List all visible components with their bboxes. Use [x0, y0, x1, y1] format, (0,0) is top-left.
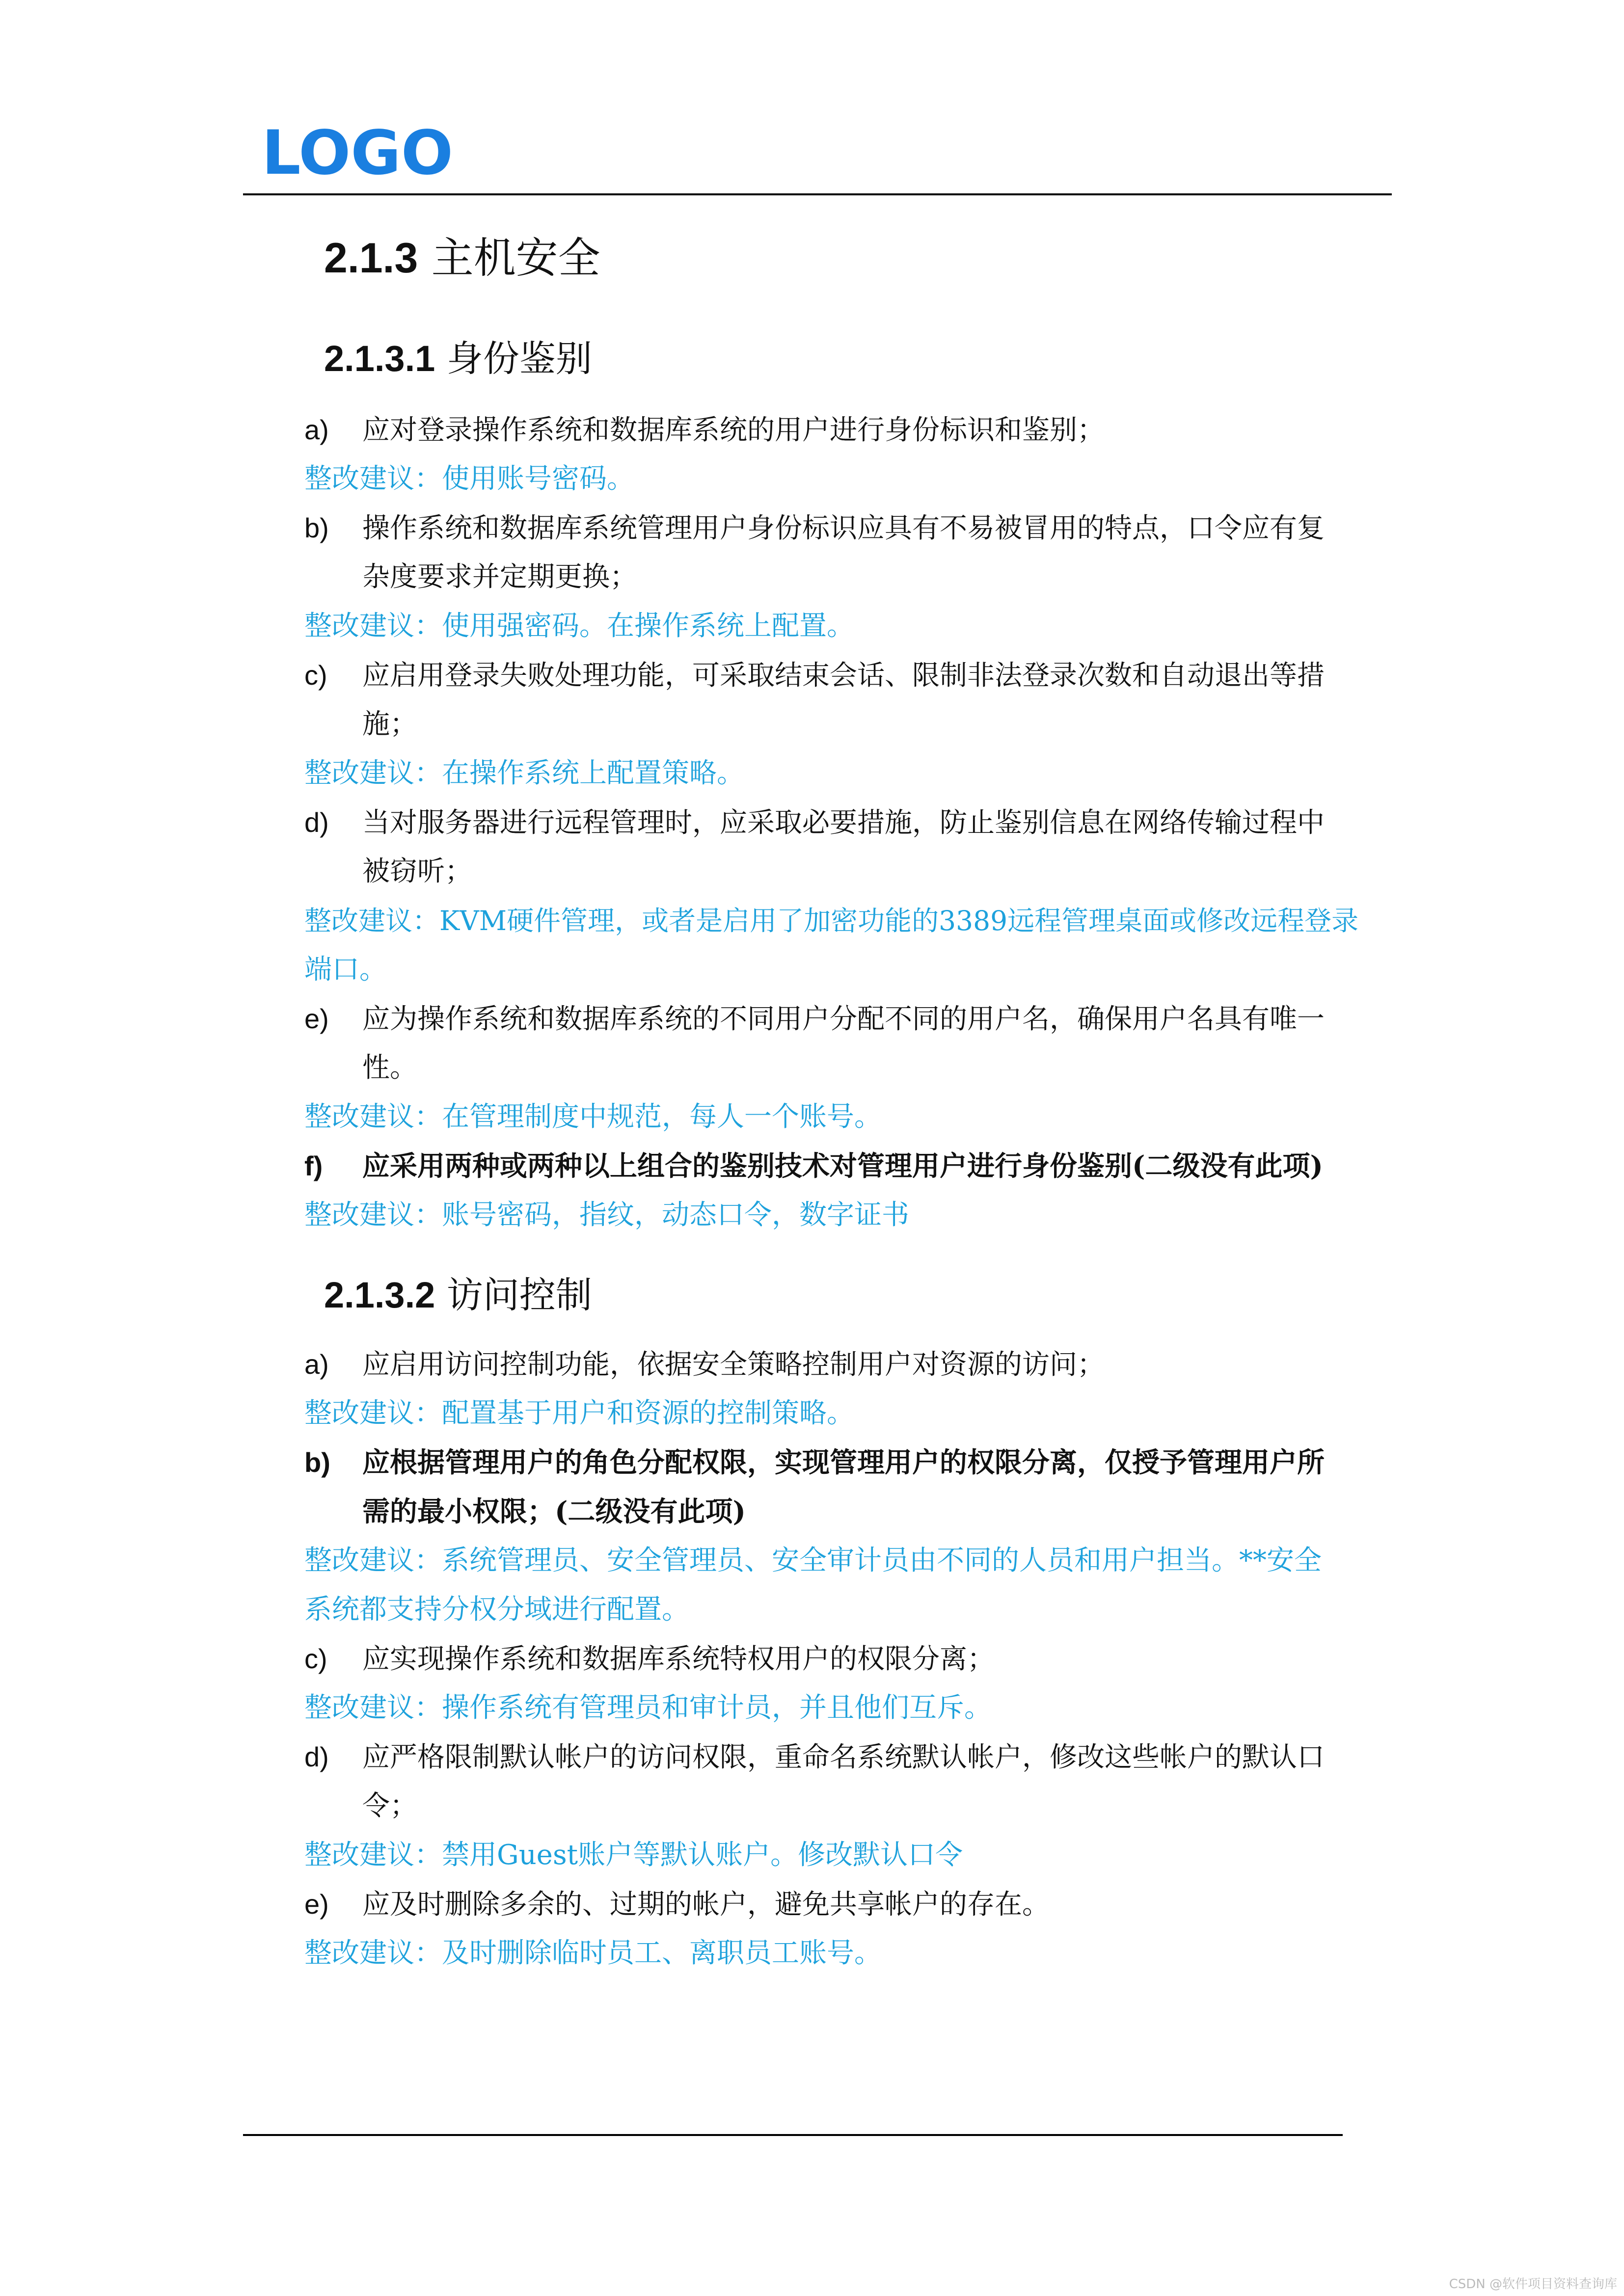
- header-rule: [243, 193, 1392, 195]
- note-a: 整改建议：配置基于用户和资源的控制策略。: [304, 1397, 854, 1429]
- item-label: b): [304, 512, 329, 543]
- footer-rule: [243, 2134, 1343, 2136]
- note-c: 整改建议：在操作系统上配置策略。: [304, 757, 744, 789]
- note-c: 整改建议：操作系统有管理员和审计员，并且他们互斥。: [304, 1692, 992, 1724]
- requirement-d-cont: 被窃听；: [362, 855, 472, 887]
- note-e: 整改建议：及时删除临时员工、离职员工账号。: [304, 1937, 882, 1969]
- section-title: 身份鉴别: [446, 338, 592, 380]
- requirement-c: [304, 1634, 995, 1684]
- requirement-b: [304, 504, 1325, 553]
- note-b: 整改建议：使用强密码。在操作系统上配置。: [304, 610, 854, 642]
- heading-2-1-3: [324, 229, 600, 288]
- item-label: a): [304, 414, 329, 445]
- requirement-e-cont: 性。: [362, 1052, 417, 1084]
- note-d-cont: 端口。: [304, 954, 387, 986]
- section-heading-identity: [324, 332, 592, 386]
- note-d: 整改建议：禁用Guest账户等默认账户。修改默认口令: [304, 1839, 963, 1871]
- note-a: 整改建议：使用账号密码。: [304, 463, 634, 495]
- requirement-c: [304, 651, 1325, 700]
- item-label: a): [304, 1349, 329, 1380]
- item-label: b): [304, 1447, 330, 1478]
- requirement-f: [304, 1142, 1323, 1191]
- item-text: 应采用两种或两种以上组合的鉴别技术对管理用户进行身份鉴别(二级没有此项): [362, 1150, 1323, 1182]
- requirement-b: [304, 1438, 1325, 1487]
- requirement-a: [304, 1340, 1105, 1389]
- section-title: 访问控制: [446, 1274, 592, 1316]
- item-label: d): [304, 807, 329, 838]
- requirement-a: [304, 405, 1105, 455]
- logo-text: LOGO: [262, 123, 453, 182]
- note-b-cont: 系统都支持分权分域进行配置。: [304, 1594, 689, 1626]
- requirement-c-cont: 施；: [362, 708, 417, 740]
- item-text: 应根据管理用户的角色分配权限，实现管理用户的权限分离，仅授予管理用户所: [362, 1446, 1325, 1479]
- section-heading-access: [324, 1268, 592, 1322]
- item-label: d): [304, 1741, 329, 1772]
- item-text: 应严格限制默认帐户的访问权限，重命名系统默认帐户，修改这些帐户的默认口: [362, 1741, 1325, 1773]
- item-text: 操作系统和数据库系统管理用户身份标识应具有不易被冒用的特点，口令应有复: [362, 512, 1325, 544]
- note-b: 整改建议：系统管理员、安全管理员、安全审计员由不同的人员和用户担当。**安全: [304, 1545, 1322, 1576]
- requirement-b-cont: 杂度要求并定期更换；: [362, 561, 637, 593]
- requirement-b-cont: 需的最小权限；(二级没有此项): [362, 1495, 746, 1528]
- item-text: 应实现操作系统和数据库系统特权用户的权限分离；: [362, 1643, 995, 1675]
- watermark: CSDN @软件项目资料查询库: [1449, 2277, 1617, 2292]
- item-label: c): [304, 1643, 327, 1674]
- requirement-d: [304, 798, 1325, 848]
- item-label: e): [304, 1003, 329, 1034]
- heading-number: 2.1.3: [324, 235, 418, 282]
- requirement-e: [304, 994, 1325, 1044]
- section-number: 2.1.3.2: [324, 1275, 435, 1315]
- item-label: c): [304, 660, 327, 691]
- item-text: 应启用访问控制功能，依据安全策略控制用户对资源的访问；: [362, 1349, 1105, 1381]
- note-e: 整改建议：在管理制度中规范，每人一个账号。: [304, 1101, 882, 1133]
- item-text: 应对登录操作系统和数据库系统的用户进行身份标识和鉴别；: [362, 414, 1105, 446]
- item-text: 当对服务器进行远程管理时，应采取必要措施，防止鉴别信息在网络传输过程中: [362, 807, 1325, 839]
- item-text: 应为操作系统和数据库系统的不同用户分配不同的用户名，确保用户名具有唯一: [362, 1003, 1325, 1035]
- note-f: 整改建议：账号密码，指纹，动态口令，数字证书: [304, 1199, 909, 1231]
- item-label: e): [304, 1889, 329, 1920]
- requirement-e: [304, 1880, 1050, 1929]
- requirement-d-cont: 令；: [362, 1790, 417, 1822]
- requirement-d: [304, 1733, 1325, 1782]
- heading-title: 主机安全: [431, 234, 600, 283]
- item-text: 应启用登录失败处理功能，可采取结束会话、限制非法登录次数和自动退出等措: [362, 660, 1325, 692]
- item-label: f): [304, 1150, 323, 1181]
- logo: [262, 123, 458, 182]
- note-d: 整改建议：KVM硬件管理，或者是启用了加密功能的3389远程管理桌面或修改远程登录: [304, 905, 1359, 936]
- item-text: 应及时删除多余的、过期的帐户，避免共享帐户的存在。: [362, 1889, 1050, 1921]
- section-number: 2.1.3.1: [324, 338, 435, 379]
